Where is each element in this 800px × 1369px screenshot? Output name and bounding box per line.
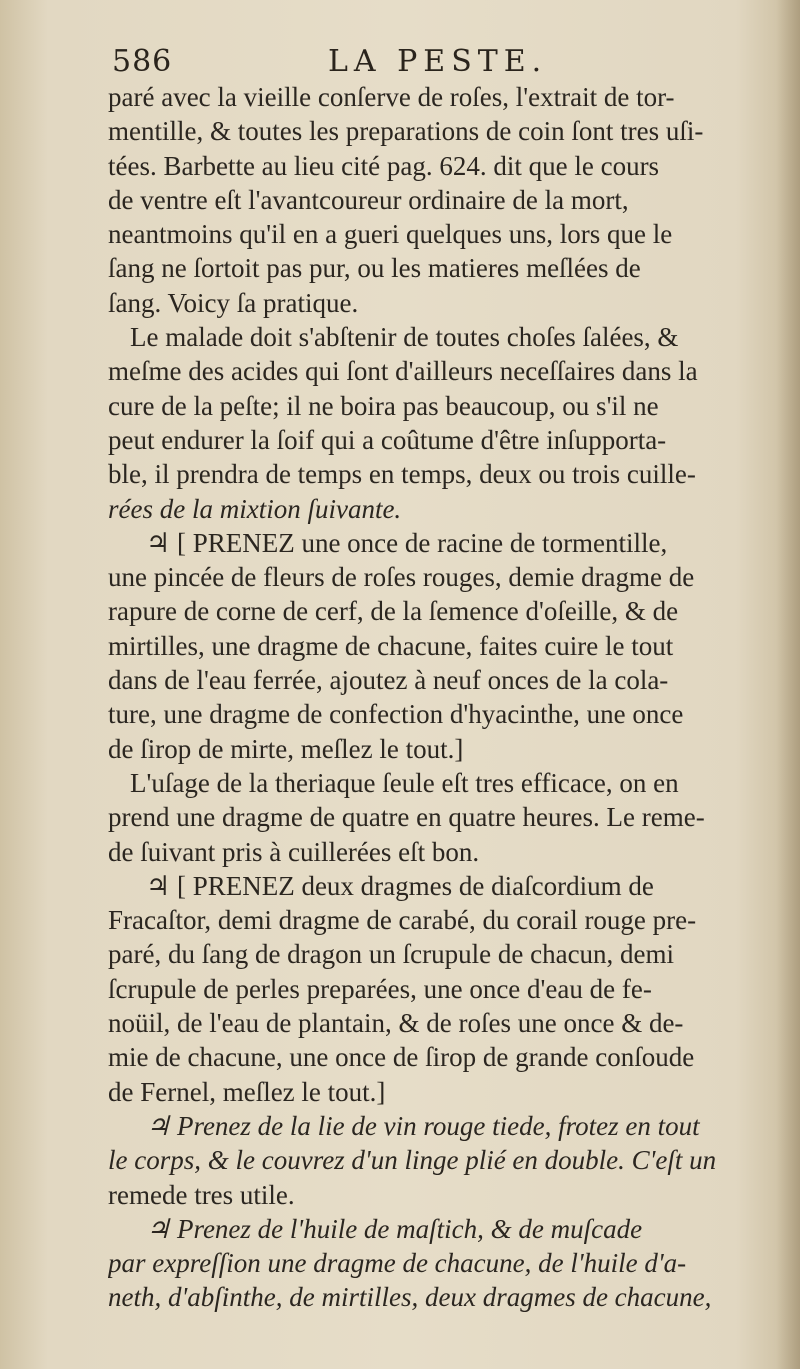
- text-line: de Fernel, meſlez le tout.]: [108, 1076, 386, 1107]
- text-line: par expreſſion une dragme de chacune, de l'huile d'a-: [108, 1248, 687, 1279]
- text-line: cure de la peſte; il ne boira pas beaucoup, ou s'il ne: [108, 390, 659, 421]
- body-text: [108, 80, 768, 1315]
- text-line: paré, du ſang de dragon un ſcrupule de chacun, demi: [108, 939, 675, 970]
- text-line: meſme des acides qui ſont d'ailleurs neceſſaires dans la: [108, 356, 698, 387]
- page-edge-shadow: [776, 0, 800, 1369]
- text-line: de ſuivant pris à cuillerées eſt bon.: [108, 836, 480, 867]
- text-line: ♃ [ PRENEZ une once de racine de tormentille,: [146, 527, 668, 558]
- text-line: remede tres utile.: [108, 1179, 295, 1210]
- text-line: neth, d'abſinthe, de mirtilles, deux dragmes de chacune,: [108, 1282, 712, 1313]
- text-line: tées. Barbette au lieu cité pag. 624. dit que le cours: [108, 150, 660, 181]
- text-line: ſang. Voicy ſa pratique.: [108, 287, 359, 318]
- text-line: Fracaſtor, demi dragme de carabé, du corail rouge pre-: [108, 905, 697, 936]
- text-line: une pincée de fleurs de roſes rouges, demie dragme de: [108, 562, 695, 593]
- text-line: ♃ Prenez de l'huile de maſtich, & de muſcade: [146, 1213, 643, 1244]
- text-line: ♃ Prenez de la lie de vin rouge tiede, frotez en tout: [146, 1110, 700, 1141]
- text-line: rées de la mixtion ſuivante.: [108, 493, 402, 524]
- text-line: prend une dragme de quatre en quatre heures. Le reme-: [108, 802, 705, 833]
- text-line: de ventre eſt l'avantcoureur ordinaire de la mort,: [108, 184, 629, 215]
- running-head: LA PESTE.: [328, 44, 548, 79]
- text-line: ♃ [ PRENEZ deux dragmes de diaſcordium de: [146, 870, 654, 901]
- text-line: peut endurer la ſoif qui a coûtume d'être inſupporta-: [108, 424, 667, 455]
- text-line: L'uſage de la theriaque ſeule eſt tres efficace, on en: [130, 767, 679, 798]
- text-line: mie de chacune, une once de ſirop de grande conſoude: [108, 1042, 695, 1073]
- text-line: ture, une dragme de confection d'hyacinthe, une once: [108, 699, 684, 730]
- text-line: neantmoins qu'il en a gueri quelques uns, lors que le: [108, 219, 673, 250]
- text-line: noüil, de l'eau de plantain, & de roſes une once & de-: [108, 1008, 684, 1039]
- text-line: mirtilles, une dragme de chacune, faites cuire le tout: [108, 630, 674, 661]
- text-line: Le malade doit s'abſtenir de toutes choſes ſalées, &: [130, 322, 679, 353]
- text-line: le corps, & le couvrez d'un linge plié en double. C'eſt un: [108, 1145, 717, 1176]
- text-line: rapure de corne de cerf, de la ſemence d'oſeille, & de: [108, 596, 679, 627]
- text-line: mentille, & toutes les preparations de coin ſont tres uſi-: [108, 116, 704, 147]
- page-number: 586: [112, 44, 173, 79]
- text-line: de ſirop de mirte, meſlez le tout.]: [108, 733, 464, 764]
- text-line: paré avec la vieille conſerve de roſes, l'extrait de tor-: [108, 82, 675, 112]
- text-line: dans de l'eau ferrée, ajoutez à neuf onces de la cola-: [108, 665, 669, 696]
- text-line: ſcrupule de perles preparées, une once d'eau de fe-: [108, 973, 652, 1004]
- text-line: ble, il prendra de temps en temps, deux ou trois cuille-: [108, 459, 696, 490]
- text-line: ſang ne ſortoit pas pur, ou les matieres meſlées de: [108, 253, 641, 284]
